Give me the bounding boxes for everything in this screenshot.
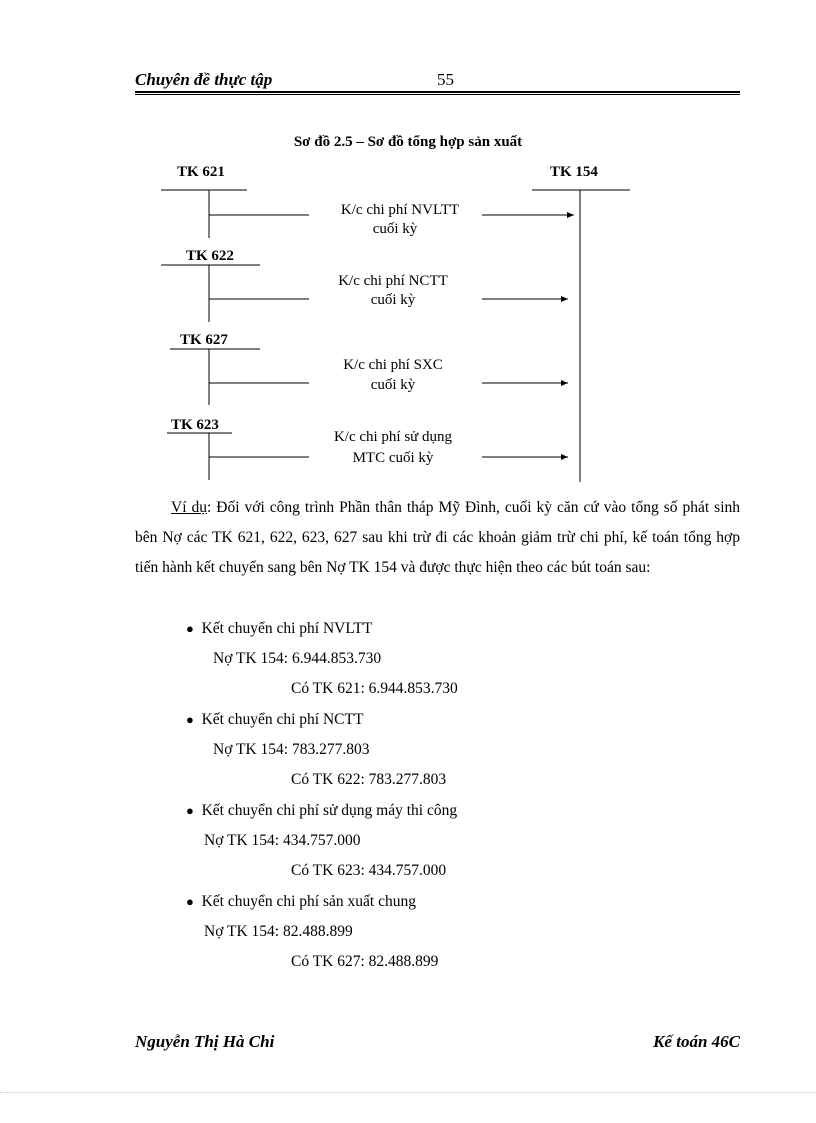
- entry-sxc: [186, 893, 416, 911]
- entry-nctt-debit: Nợ TK 154: 783.277.803: [213, 741, 370, 758]
- entry-mtc: [186, 802, 457, 820]
- header-title: Chuyên đề thực tập: [135, 70, 273, 89]
- flow-label-sxc: K/c chi phí SXC: [343, 357, 443, 373]
- diagram-title: Sơ đồ 2.5 – Sơ đồ tổng hợp sản xuất: [293, 134, 523, 150]
- entry-nctt: [186, 711, 363, 729]
- example-paragraph: [135, 493, 740, 583]
- entry-mtc-debit: Nợ TK 154: 434.757.000: [204, 832, 361, 849]
- entry-nvltt-title: Kết chuyển chi phí NVLTT: [201, 620, 373, 637]
- flow-label-nvltt: K/c chi phí NVLTT: [340, 202, 460, 218]
- account-tk623: TK 623: [171, 417, 219, 433]
- flow-label-nvltt-period: cuối kỳ: [372, 221, 418, 237]
- footer-class: Kế toán 46C: [653, 1032, 740, 1051]
- page-edge: [0, 1092, 816, 1093]
- entry-sxc-debit: Nợ TK 154: 82.488.899: [204, 923, 353, 940]
- bullet-icon: ●: [186, 894, 194, 909]
- bullet-icon: ●: [186, 621, 194, 636]
- example-lead: Ví dụ: [171, 499, 207, 516]
- entry-nvltt-debit: Nợ TK 154: 6.944.853.730: [213, 650, 382, 667]
- account-tk622: TK 622: [186, 248, 234, 264]
- bullet-icon: ●: [186, 712, 194, 727]
- entry-nvltt-credit: Có TK 621: 6.944.853.730: [291, 680, 458, 697]
- entry-sxc-title: Kết chuyển chi phí sản xuất chung: [201, 893, 416, 910]
- entry-mtc-title: Kết chuyển chi phí sử dụng máy thi công: [201, 802, 458, 819]
- page-number: 55: [437, 70, 454, 89]
- footer-author: Nguyễn Thị Hà Chi: [135, 1032, 275, 1051]
- account-tk154: TK 154: [550, 164, 598, 180]
- example-text: : Đối với công trình Phần thân tháp Mỹ Đình, cuối kỳ căn cứ vào tổng số phát sinh bên Nợ các TK 621, 622, 623, 627 sau khi trừ đi các khoản giảm trừ chi phí, kế toán tổng hợp tiến hành kết chuyển sang bên Nợ TK 154 và được thực hiện theo các bút toán sau:: [135, 499, 741, 576]
- flow-label-mtc-period: MTC cuối kỳ: [352, 450, 434, 466]
- entry-mtc-credit: Có TK 623: 434.757.000: [291, 862, 447, 879]
- flow-label-nctt-period: cuối kỳ: [370, 292, 416, 308]
- flow-label-nctt: K/c chi phí NCTT: [338, 273, 448, 289]
- flow-label-sxc-period: cuối kỳ: [370, 377, 416, 393]
- flow-label-mtc: K/c chi phí sử dụng: [333, 429, 453, 445]
- entry-nctt-title: Kết chuyển chi phí NCTT: [201, 711, 364, 728]
- entry-nctt-credit: Có TK 622: 783.277.803: [291, 771, 447, 788]
- bullet-icon: ●: [186, 803, 194, 818]
- entry-nvltt: [186, 620, 372, 638]
- account-tk627: TK 627: [180, 332, 228, 348]
- account-tk621: TK 621: [177, 164, 225, 180]
- entry-sxc-credit: Có TK 627: 82.488.899: [291, 953, 439, 970]
